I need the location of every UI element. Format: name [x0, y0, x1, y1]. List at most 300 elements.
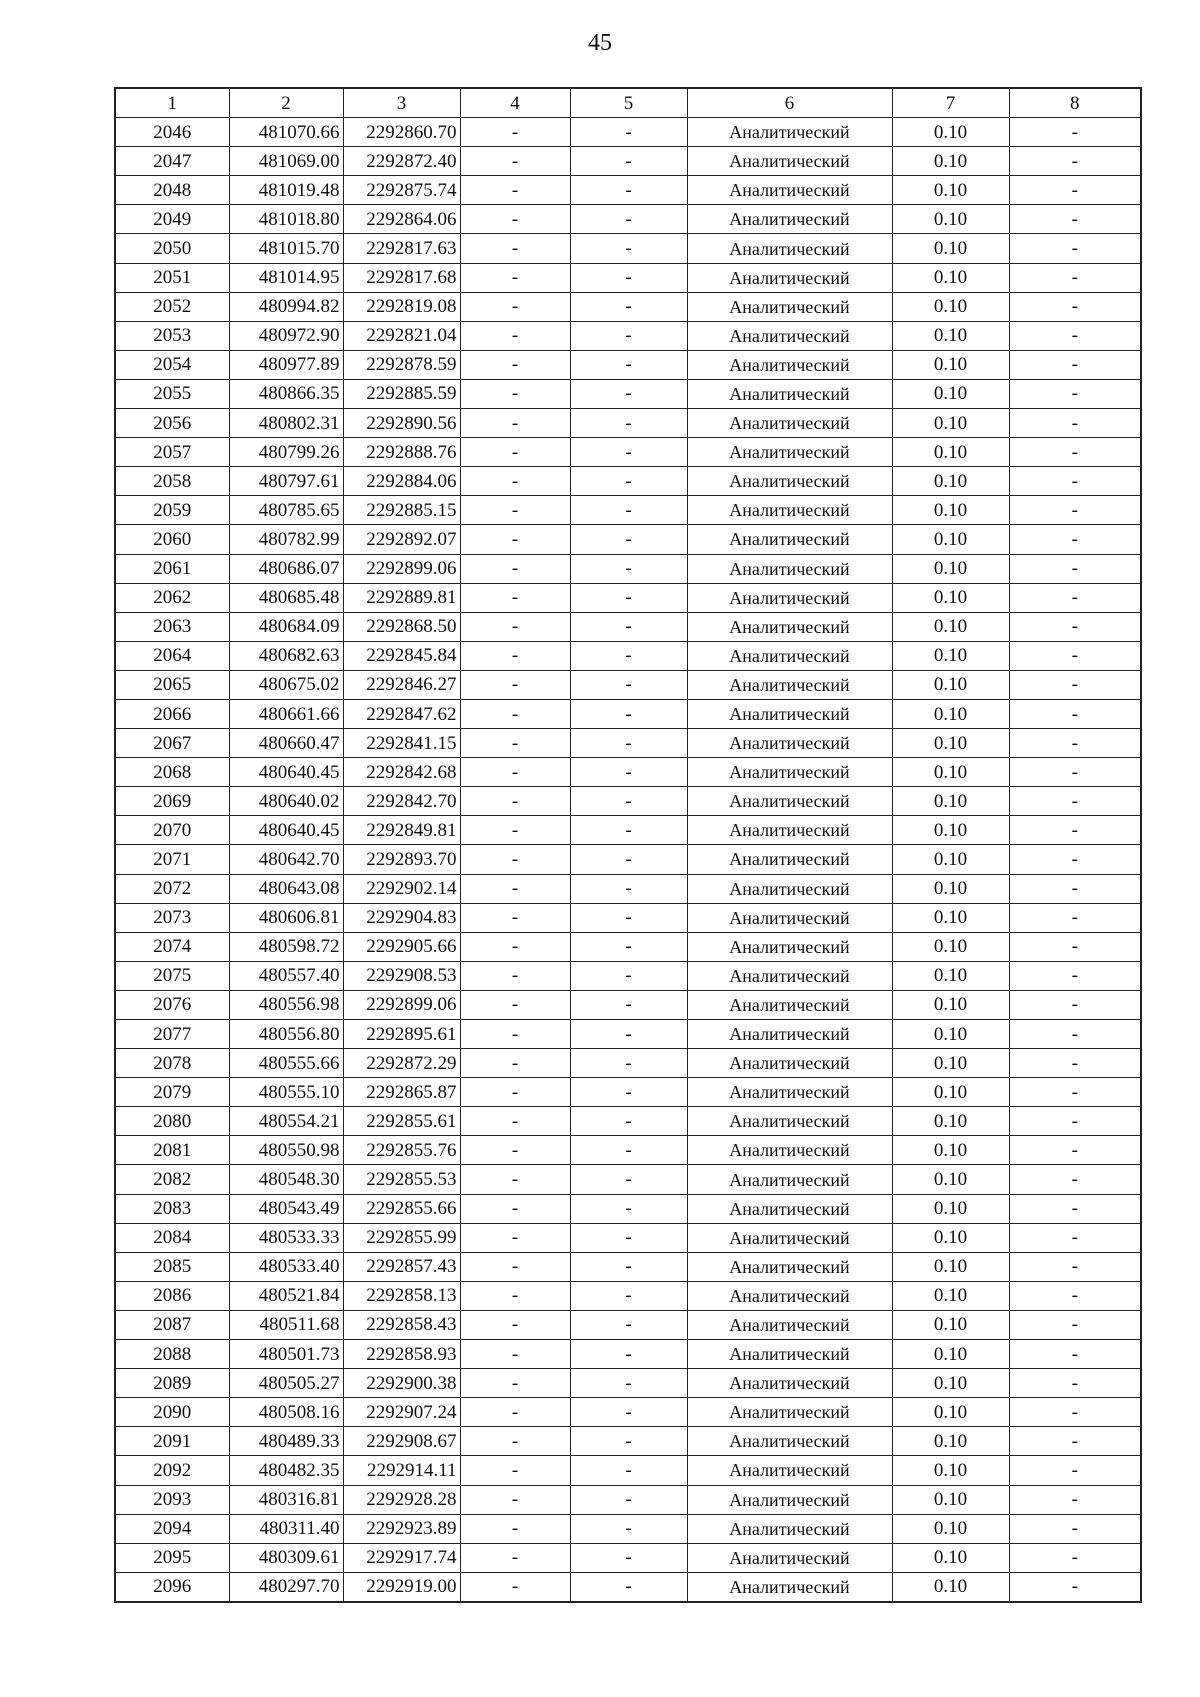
column-4-cell: - — [460, 350, 570, 379]
accuracy-cell: 0.10 — [892, 787, 1009, 816]
x-coordinate-cell: 480675.02 — [229, 670, 343, 699]
column-5-cell: - — [570, 1165, 687, 1194]
column-5-cell: - — [570, 525, 687, 554]
column-8-cell: - — [1009, 205, 1141, 234]
column-8-cell: - — [1009, 1194, 1141, 1223]
column-5-cell: - — [570, 467, 687, 496]
accuracy-cell: 0.10 — [892, 321, 1009, 350]
column-5-cell: - — [570, 612, 687, 641]
table-row — [115, 1543, 1141, 1572]
x-coordinate-cell: 480533.40 — [229, 1252, 343, 1281]
accuracy-cell: 0.10 — [892, 176, 1009, 205]
column-4-cell: - — [460, 1427, 570, 1456]
y-coordinate-cell: 2292889.81 — [343, 583, 460, 612]
column-4-cell: - — [460, 292, 570, 321]
y-coordinate-cell: 2292841.15 — [343, 729, 460, 758]
y-coordinate-cell: 2292860.70 — [343, 118, 460, 147]
column-4-cell: - — [460, 612, 570, 641]
point-number-cell: 2085 — [115, 1252, 229, 1281]
column-4-cell: - — [460, 409, 570, 438]
table-row — [115, 1165, 1141, 1194]
accuracy-cell: 0.10 — [892, 758, 1009, 787]
column-4-cell: - — [460, 583, 570, 612]
x-coordinate-cell: 480642.70 — [229, 845, 343, 874]
column-5-cell: - — [570, 1136, 687, 1165]
column-8-cell: - — [1009, 1514, 1141, 1543]
column-8-cell: - — [1009, 1340, 1141, 1369]
accuracy-cell: 0.10 — [892, 729, 1009, 758]
column-4-cell: - — [460, 438, 570, 467]
column-4-cell: - — [460, 1456, 570, 1485]
column-4-cell: - — [460, 758, 570, 787]
column-5-cell: - — [570, 554, 687, 583]
y-coordinate-cell: 2292908.53 — [343, 961, 460, 990]
y-coordinate-cell: 2292899.06 — [343, 554, 460, 583]
column-5-cell: - — [570, 1223, 687, 1252]
x-coordinate-cell: 480508.16 — [229, 1398, 343, 1427]
column-4-cell: - — [460, 1252, 570, 1281]
column-8-cell: - — [1009, 583, 1141, 612]
table-row — [115, 583, 1141, 612]
column-8-cell: - — [1009, 1456, 1141, 1485]
column-4-cell: - — [460, 1049, 570, 1078]
column-5-cell: - — [570, 176, 687, 205]
point-number-cell: 2055 — [115, 379, 229, 408]
y-coordinate-cell: 2292885.59 — [343, 379, 460, 408]
column-5-cell: - — [570, 1369, 687, 1398]
point-number-cell: 2064 — [115, 641, 229, 670]
table-row — [115, 1252, 1141, 1281]
y-coordinate-cell: 2292900.38 — [343, 1369, 460, 1398]
point-number-cell: 2093 — [115, 1485, 229, 1514]
y-coordinate-cell: 2292878.59 — [343, 350, 460, 379]
point-number-cell: 2092 — [115, 1456, 229, 1485]
method-cell: Аналитический — [687, 234, 892, 263]
accuracy-cell: 0.10 — [892, 1281, 1009, 1310]
method-cell: Аналитический — [687, 874, 892, 903]
x-coordinate-cell: 480785.65 — [229, 496, 343, 525]
column-8-cell: - — [1009, 1427, 1141, 1456]
column-4-cell: - — [460, 525, 570, 554]
column-8-cell: - — [1009, 758, 1141, 787]
column-8-cell: - — [1009, 1078, 1141, 1107]
column-8-cell: - — [1009, 350, 1141, 379]
method-cell: Аналитический — [687, 147, 892, 176]
column-header: 7 — [892, 88, 1009, 118]
method-cell: Аналитический — [687, 1194, 892, 1223]
column-8-cell: - — [1009, 1020, 1141, 1049]
method-cell: Аналитический — [687, 1456, 892, 1485]
point-number-cell: 2074 — [115, 932, 229, 961]
point-number-cell: 2088 — [115, 1340, 229, 1369]
y-coordinate-cell: 2292855.76 — [343, 1136, 460, 1165]
column-5-cell: - — [570, 1340, 687, 1369]
table-row — [115, 874, 1141, 903]
x-coordinate-cell: 480640.02 — [229, 787, 343, 816]
column-5-cell: - — [570, 990, 687, 1019]
x-coordinate-cell: 480505.27 — [229, 1369, 343, 1398]
accuracy-cell: 0.10 — [892, 1107, 1009, 1136]
column-4-cell: - — [460, 729, 570, 758]
column-8-cell: - — [1009, 263, 1141, 292]
column-4-cell: - — [460, 1194, 570, 1223]
x-coordinate-cell: 480521.84 — [229, 1281, 343, 1310]
x-coordinate-cell: 480557.40 — [229, 961, 343, 990]
table-row — [115, 1398, 1141, 1427]
table-row — [115, 1572, 1141, 1602]
accuracy-cell: 0.10 — [892, 932, 1009, 961]
accuracy-cell: 0.10 — [892, 641, 1009, 670]
method-cell: Аналитический — [687, 1340, 892, 1369]
column-8-cell: - — [1009, 438, 1141, 467]
x-coordinate-cell: 480501.73 — [229, 1340, 343, 1369]
accuracy-cell: 0.10 — [892, 496, 1009, 525]
x-coordinate-cell: 481015.70 — [229, 234, 343, 263]
point-number-cell: 2054 — [115, 350, 229, 379]
x-coordinate-cell: 480643.08 — [229, 874, 343, 903]
accuracy-cell: 0.10 — [892, 670, 1009, 699]
column-5-cell: - — [570, 1310, 687, 1339]
column-4-cell: - — [460, 1281, 570, 1310]
column-4-cell: - — [460, 147, 570, 176]
column-5-cell: - — [570, 409, 687, 438]
point-number-cell: 2048 — [115, 176, 229, 205]
accuracy-cell: 0.10 — [892, 816, 1009, 845]
x-coordinate-cell: 480797.61 — [229, 467, 343, 496]
method-cell: Аналитический — [687, 379, 892, 408]
table-row — [115, 1136, 1141, 1165]
table-row — [115, 263, 1141, 292]
x-coordinate-cell: 480684.09 — [229, 612, 343, 641]
column-4-cell: - — [460, 816, 570, 845]
column-5-cell: - — [570, 816, 687, 845]
column-4-cell: - — [460, 1485, 570, 1514]
method-cell: Аналитический — [687, 205, 892, 234]
point-number-cell: 2047 — [115, 147, 229, 176]
column-8-cell: - — [1009, 1165, 1141, 1194]
y-coordinate-cell: 2292855.99 — [343, 1223, 460, 1252]
column-8-cell: - — [1009, 1252, 1141, 1281]
table-row — [115, 1078, 1141, 1107]
column-5-cell: - — [570, 1020, 687, 1049]
method-cell: Аналитический — [687, 1252, 892, 1281]
accuracy-cell: 0.10 — [892, 1136, 1009, 1165]
column-4-cell: - — [460, 1223, 570, 1252]
accuracy-cell: 0.10 — [892, 1369, 1009, 1398]
y-coordinate-cell: 2292885.15 — [343, 496, 460, 525]
column-4-cell: - — [460, 845, 570, 874]
column-4-cell: - — [460, 321, 570, 350]
y-coordinate-cell: 2292919.00 — [343, 1572, 460, 1602]
table-row — [115, 641, 1141, 670]
accuracy-cell: 0.10 — [892, 1223, 1009, 1252]
column-8-cell: - — [1009, 1049, 1141, 1078]
x-coordinate-cell: 480640.45 — [229, 816, 343, 845]
column-4-cell: - — [460, 1310, 570, 1339]
y-coordinate-cell: 2292857.43 — [343, 1252, 460, 1281]
column-5-cell: - — [570, 118, 687, 147]
column-4-cell: - — [460, 234, 570, 263]
method-cell: Аналитический — [687, 1020, 892, 1049]
column-5-cell: - — [570, 234, 687, 263]
column-4-cell: - — [460, 1165, 570, 1194]
column-5-cell: - — [570, 1049, 687, 1078]
point-number-cell: 2078 — [115, 1049, 229, 1078]
accuracy-cell: 0.10 — [892, 525, 1009, 554]
y-coordinate-cell: 2292858.43 — [343, 1310, 460, 1339]
table-row — [115, 496, 1141, 525]
table-row — [115, 118, 1141, 147]
x-coordinate-cell: 480660.47 — [229, 729, 343, 758]
column-4-cell: - — [460, 1078, 570, 1107]
point-number-cell: 2056 — [115, 409, 229, 438]
x-coordinate-cell: 480316.81 — [229, 1485, 343, 1514]
column-8-cell: - — [1009, 787, 1141, 816]
y-coordinate-cell: 2292914.11 — [343, 1456, 460, 1485]
point-number-cell: 2067 — [115, 729, 229, 758]
column-5-cell: - — [570, 961, 687, 990]
method-cell: Аналитический — [687, 1398, 892, 1427]
point-number-cell: 2066 — [115, 699, 229, 728]
y-coordinate-cell: 2292928.28 — [343, 1485, 460, 1514]
point-number-cell: 2081 — [115, 1136, 229, 1165]
column-5-cell: - — [570, 1572, 687, 1602]
column-4-cell: - — [460, 1369, 570, 1398]
table-row — [115, 554, 1141, 583]
method-cell: Аналитический — [687, 1310, 892, 1339]
column-8-cell: - — [1009, 1485, 1141, 1514]
table-row — [115, 1369, 1141, 1398]
method-cell: Аналитический — [687, 1427, 892, 1456]
x-coordinate-cell: 480548.30 — [229, 1165, 343, 1194]
point-number-cell: 2070 — [115, 816, 229, 845]
point-number-cell: 2051 — [115, 263, 229, 292]
table-row — [115, 1427, 1141, 1456]
column-header: 8 — [1009, 88, 1141, 118]
column-5-cell: - — [570, 1194, 687, 1223]
accuracy-cell: 0.10 — [892, 118, 1009, 147]
accuracy-cell: 0.10 — [892, 1485, 1009, 1514]
column-8-cell: - — [1009, 118, 1141, 147]
column-8-cell: - — [1009, 496, 1141, 525]
column-header: 6 — [687, 88, 892, 118]
method-cell: Аналитический — [687, 350, 892, 379]
page-number: 45 — [588, 30, 612, 56]
x-coordinate-cell: 480533.33 — [229, 1223, 343, 1252]
method-cell: Аналитический — [687, 670, 892, 699]
method-cell: Аналитический — [687, 1369, 892, 1398]
column-4-cell: - — [460, 1543, 570, 1572]
accuracy-cell: 0.10 — [892, 903, 1009, 932]
table-row — [115, 699, 1141, 728]
x-coordinate-cell: 480598.72 — [229, 932, 343, 961]
y-coordinate-cell: 2292875.74 — [343, 176, 460, 205]
method-cell: Аналитический — [687, 321, 892, 350]
method-cell: Аналитический — [687, 612, 892, 641]
point-number-cell: 2082 — [115, 1165, 229, 1194]
column-5-cell: - — [570, 379, 687, 408]
y-coordinate-cell: 2292923.89 — [343, 1514, 460, 1543]
table-row — [115, 932, 1141, 961]
column-5-cell: - — [570, 1078, 687, 1107]
point-number-cell: 2075 — [115, 961, 229, 990]
column-5-cell: - — [570, 1398, 687, 1427]
point-number-cell: 2057 — [115, 438, 229, 467]
x-coordinate-cell: 481014.95 — [229, 263, 343, 292]
column-8-cell: - — [1009, 816, 1141, 845]
column-5-cell: - — [570, 1543, 687, 1572]
x-coordinate-cell: 480685.48 — [229, 583, 343, 612]
table-row — [115, 1456, 1141, 1485]
x-coordinate-cell: 480802.31 — [229, 409, 343, 438]
point-number-cell: 2084 — [115, 1223, 229, 1252]
column-5-cell: - — [570, 729, 687, 758]
table-row — [115, 1049, 1141, 1078]
x-coordinate-cell: 480309.61 — [229, 1543, 343, 1572]
column-4-cell: - — [460, 496, 570, 525]
table-row — [115, 234, 1141, 263]
x-coordinate-cell: 481070.66 — [229, 118, 343, 147]
point-number-cell: 2094 — [115, 1514, 229, 1543]
accuracy-cell: 0.10 — [892, 583, 1009, 612]
point-number-cell: 2060 — [115, 525, 229, 554]
column-8-cell: - — [1009, 1310, 1141, 1339]
point-number-cell: 2087 — [115, 1310, 229, 1339]
method-cell: Аналитический — [687, 554, 892, 583]
y-coordinate-cell: 2292864.06 — [343, 205, 460, 234]
y-coordinate-cell: 2292890.56 — [343, 409, 460, 438]
accuracy-cell: 0.10 — [892, 1340, 1009, 1369]
table-row — [115, 845, 1141, 874]
y-coordinate-cell: 2292907.24 — [343, 1398, 460, 1427]
point-number-cell: 2076 — [115, 990, 229, 1019]
column-4-cell: - — [460, 787, 570, 816]
x-coordinate-cell: 480543.49 — [229, 1194, 343, 1223]
method-cell: Аналитический — [687, 1485, 892, 1514]
column-8-cell: - — [1009, 525, 1141, 554]
table-row — [115, 321, 1141, 350]
point-number-cell: 2063 — [115, 612, 229, 641]
method-cell: Аналитический — [687, 787, 892, 816]
y-coordinate-cell: 2292904.83 — [343, 903, 460, 932]
method-cell: Аналитический — [687, 1514, 892, 1543]
table-row — [115, 409, 1141, 438]
column-4-cell: - — [460, 176, 570, 205]
y-coordinate-cell: 2292895.61 — [343, 1020, 460, 1049]
accuracy-cell: 0.10 — [892, 845, 1009, 874]
y-coordinate-cell: 2292855.66 — [343, 1194, 460, 1223]
y-coordinate-cell: 2292865.87 — [343, 1078, 460, 1107]
method-cell: Аналитический — [687, 467, 892, 496]
column-5-cell: - — [570, 1281, 687, 1310]
table-row — [115, 1340, 1141, 1369]
y-coordinate-cell: 2292902.14 — [343, 874, 460, 903]
column-8-cell: - — [1009, 1281, 1141, 1310]
column-4-cell: - — [460, 699, 570, 728]
point-number-cell: 2049 — [115, 205, 229, 234]
accuracy-cell: 0.10 — [892, 234, 1009, 263]
column-5-cell: - — [570, 496, 687, 525]
method-cell: Аналитический — [687, 729, 892, 758]
point-number-cell: 2061 — [115, 554, 229, 583]
column-5-cell: - — [570, 263, 687, 292]
accuracy-cell: 0.10 — [892, 292, 1009, 321]
accuracy-cell: 0.10 — [892, 1310, 1009, 1339]
column-8-cell: - — [1009, 1107, 1141, 1136]
column-8-cell: - — [1009, 699, 1141, 728]
y-coordinate-cell: 2292917.74 — [343, 1543, 460, 1572]
column-5-cell: - — [570, 321, 687, 350]
method-cell: Аналитический — [687, 1049, 892, 1078]
x-coordinate-cell: 480686.07 — [229, 554, 343, 583]
column-4-cell: - — [460, 641, 570, 670]
table-row — [115, 438, 1141, 467]
table-row — [115, 903, 1141, 932]
column-8-cell: - — [1009, 321, 1141, 350]
y-coordinate-cell: 2292908.67 — [343, 1427, 460, 1456]
method-cell: Аналитический — [687, 292, 892, 321]
column-4-cell: - — [460, 1514, 570, 1543]
column-8-cell: - — [1009, 1543, 1141, 1572]
x-coordinate-cell: 480799.26 — [229, 438, 343, 467]
accuracy-cell: 0.10 — [892, 1514, 1009, 1543]
method-cell: Аналитический — [687, 699, 892, 728]
method-cell: Аналитический — [687, 525, 892, 554]
column-5-cell: - — [570, 1252, 687, 1281]
x-coordinate-cell: 480972.90 — [229, 321, 343, 350]
table-row — [115, 612, 1141, 641]
point-number-cell: 2059 — [115, 496, 229, 525]
x-coordinate-cell: 481069.00 — [229, 147, 343, 176]
column-8-cell: - — [1009, 234, 1141, 263]
y-coordinate-cell: 2292858.93 — [343, 1340, 460, 1369]
column-header: 3 — [343, 88, 460, 118]
column-4-cell: - — [460, 961, 570, 990]
column-5-cell: - — [570, 874, 687, 903]
column-8-cell: - — [1009, 1136, 1141, 1165]
accuracy-cell: 0.10 — [892, 1078, 1009, 1107]
column-8-cell: - — [1009, 1223, 1141, 1252]
accuracy-cell: 0.10 — [892, 699, 1009, 728]
point-number-cell: 2071 — [115, 845, 229, 874]
y-coordinate-cell: 2292842.68 — [343, 758, 460, 787]
y-coordinate-cell: 2292819.08 — [343, 292, 460, 321]
point-number-cell: 2072 — [115, 874, 229, 903]
column-5-cell: - — [570, 758, 687, 787]
x-coordinate-cell: 480311.40 — [229, 1514, 343, 1543]
point-number-cell: 2073 — [115, 903, 229, 932]
method-cell: Аналитический — [687, 961, 892, 990]
x-coordinate-cell: 480782.99 — [229, 525, 343, 554]
column-4-cell: - — [460, 263, 570, 292]
column-4-cell: - — [460, 1107, 570, 1136]
column-8-cell: - — [1009, 147, 1141, 176]
point-number-cell: 2053 — [115, 321, 229, 350]
column-4-cell: - — [460, 554, 570, 583]
x-coordinate-cell: 480640.45 — [229, 758, 343, 787]
table-row — [115, 292, 1141, 321]
table-row — [115, 147, 1141, 176]
table-row — [115, 990, 1141, 1019]
column-8-cell: - — [1009, 961, 1141, 990]
y-coordinate-cell: 2292905.66 — [343, 932, 460, 961]
method-cell: Аналитический — [687, 816, 892, 845]
point-number-cell: 2069 — [115, 787, 229, 816]
accuracy-cell: 0.10 — [892, 1572, 1009, 1602]
y-coordinate-cell: 2292842.70 — [343, 787, 460, 816]
accuracy-cell: 0.10 — [892, 1020, 1009, 1049]
column-5-cell: - — [570, 438, 687, 467]
